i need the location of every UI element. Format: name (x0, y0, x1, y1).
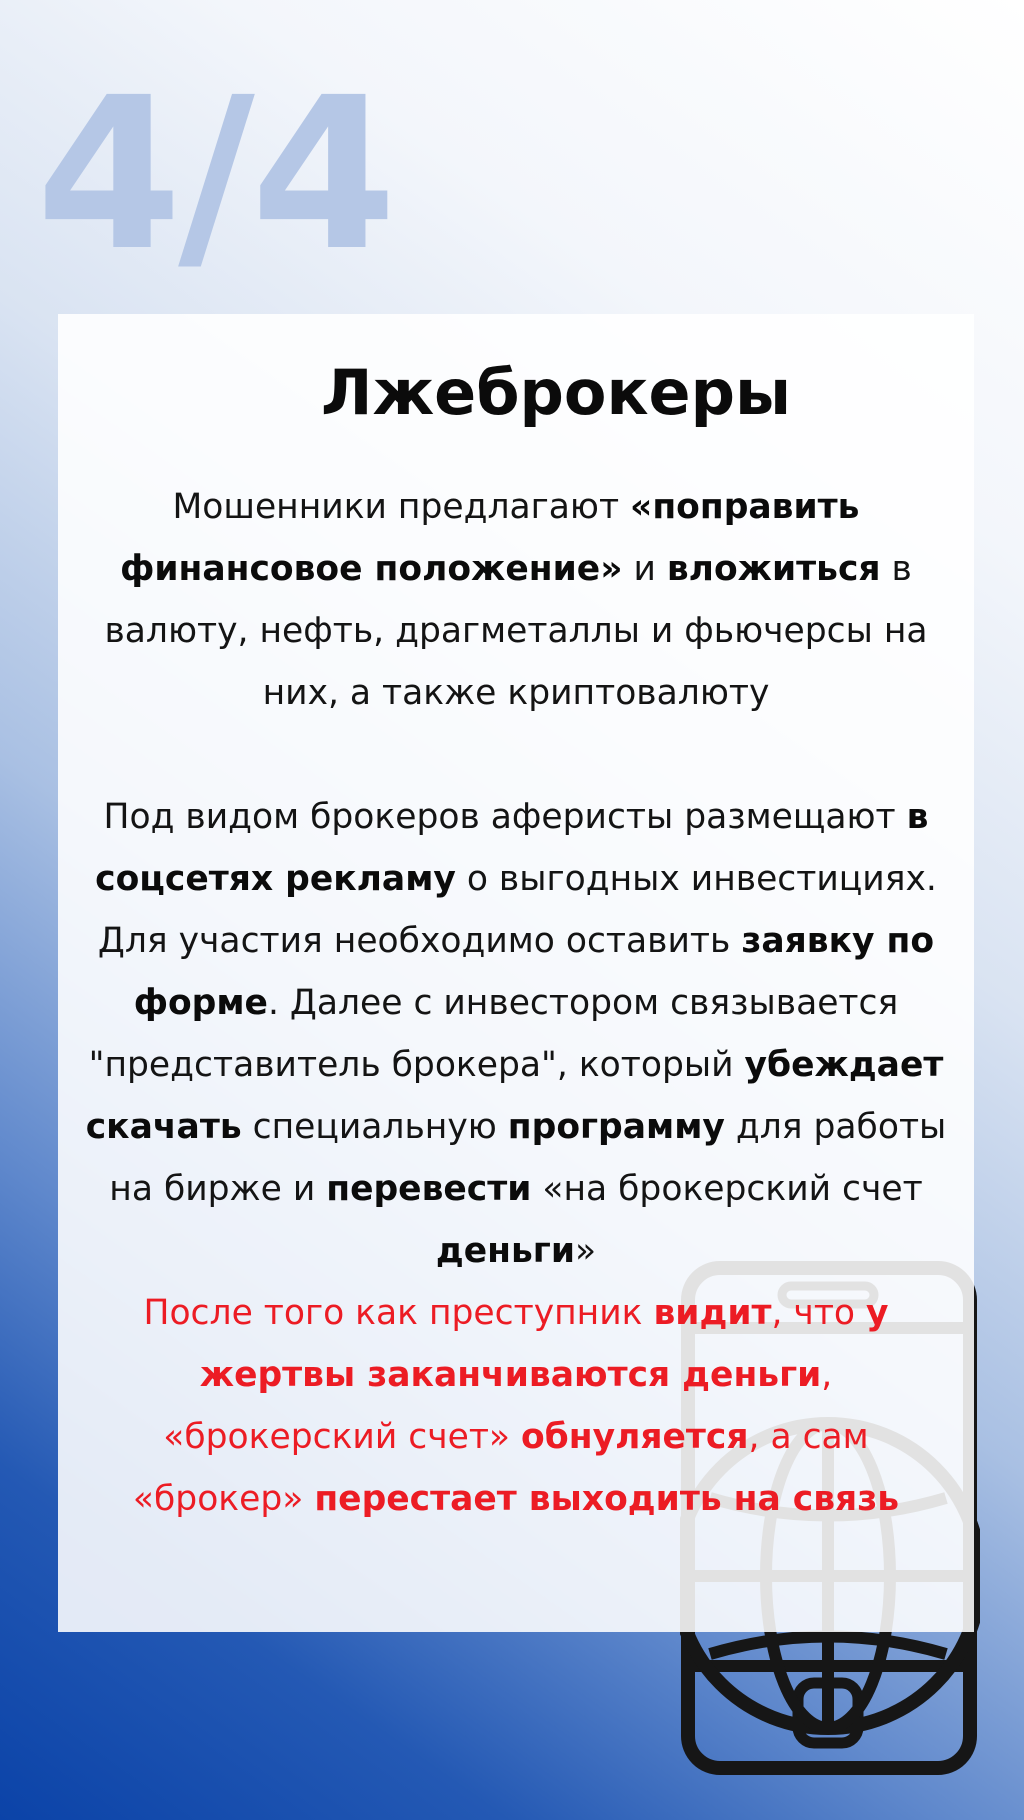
scheme-paragraph (84, 786, 948, 1282)
scheme-bold-4: программу (507, 1107, 725, 1147)
scheme-bold-5: перевести (326, 1169, 532, 1209)
warning-text-1: После того как преступник (143, 1293, 654, 1333)
scheme-text-6: «на брокерский счет (531, 1169, 923, 1209)
intro-text-2: и (622, 549, 667, 589)
scheme-text-4: специальную (241, 1107, 508, 1147)
scheme-bold-6: деньги (435, 1231, 575, 1271)
scheme-text-1: Под видом брокеров аферисты размещают (103, 797, 907, 837)
scheme-bold-2: заявку по форме (133, 921, 935, 1023)
scheme-text-5: для работы на бирже и (109, 1107, 947, 1209)
scheme-text-3: . Далее с инвестором связывается "представитель брокера", который (88, 983, 899, 1085)
warning-text-4: , а сам «брокер» (132, 1417, 869, 1519)
warning-bold-2: у жертвы заканчиваются деньги (199, 1293, 889, 1395)
intro-bold-1: «поправить финансовое положение» (120, 487, 860, 589)
warning-bold-1: видит (653, 1293, 772, 1333)
info-card (58, 314, 974, 1632)
warning-bold-4: перестает выходить на связь (314, 1479, 900, 1519)
intro-bold-2: вложиться (666, 549, 881, 589)
warning-paragraph (84, 1282, 948, 1530)
intro-paragraph (84, 476, 948, 724)
warning-text-2: , что (771, 1293, 866, 1333)
paragraph-spacer (84, 724, 948, 786)
warning-bold-3: обнуляется (520, 1417, 749, 1457)
intro-text-1: Мошенники предлагают (172, 487, 631, 527)
scheme-bold-3: убеждает скачать (85, 1045, 944, 1147)
intro-text-3: в валюту, нефть, драгметаллы и фьючерсы на них, а также криптовалюту (104, 549, 928, 713)
warning-text-3: , «брокерский счет» (163, 1355, 833, 1457)
scheme-text-7: » (575, 1231, 597, 1271)
scheme-text-2: о выгодных инвестициях. Для участия необходимо оставить (97, 859, 937, 961)
slide-number: 4/4 (36, 52, 393, 297)
scheme-bold-1: в соцсетях рекламу (95, 797, 929, 899)
card-body (58, 476, 974, 1530)
card-title: Лжеброкеры (320, 356, 792, 429)
